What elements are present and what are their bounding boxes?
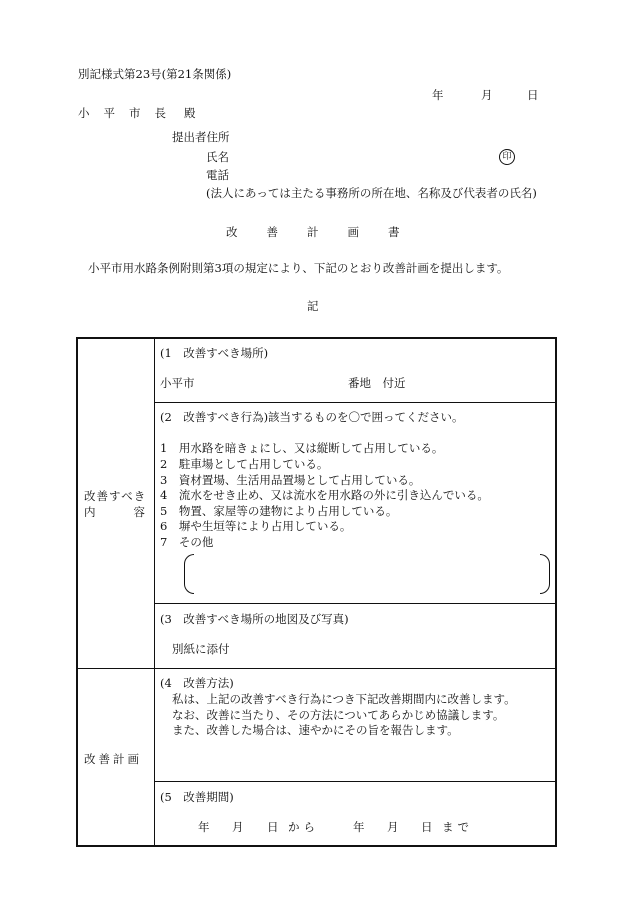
submitter-name-label: 氏名 — [206, 150, 229, 164]
other-bracket-left — [184, 554, 194, 594]
other-bracket-right — [540, 554, 550, 594]
period-from-month: 月 — [232, 820, 244, 834]
submitter-phone-label: 電話 — [206, 168, 229, 182]
seal-mark: 印 — [499, 149, 515, 165]
period-from-year: 年 — [198, 820, 210, 834]
row1-label-line2: 内容 — [84, 505, 183, 519]
act-item-2: 2 駐車場として占用している。 — [160, 457, 329, 471]
period-heading: (5 改善期間) — [160, 790, 234, 804]
act-heading: (2 改善すべき行為)該当するものを〇で囲ってください。 — [160, 410, 464, 424]
place-heading: (1 改善すべき場所) — [160, 346, 269, 360]
map-heading: (3 改善すべき場所の地図及び写真) — [160, 612, 349, 626]
period-to: まで — [442, 820, 473, 834]
submitter-corp-note: (法人にあっては主たる事務所の所在地、名称及び代表者の氏名) — [206, 186, 537, 200]
row-divider — [78, 668, 555, 669]
date-year: 年 — [432, 88, 444, 102]
date-day: 日 — [527, 88, 539, 102]
addressee-honorific: 殿 — [184, 106, 196, 120]
place-banchi: 番地 付近 — [348, 376, 406, 390]
date-month: 月 — [481, 88, 493, 102]
document-title: 改善計画書 — [226, 225, 429, 239]
act-item-3: 3 資材置場、生活用品置場として占用している。 — [160, 473, 421, 487]
method-heading: (4 改善方法) — [160, 676, 234, 690]
act-item-6: 6 塀や生垣等により占用している。 — [160, 519, 352, 533]
section-divider — [154, 781, 555, 782]
method-line-3: また、改善した場合は、速やかにその旨を報告します。 — [172, 723, 459, 737]
form-number: 別記様式第23号(第21条関係) — [78, 67, 232, 81]
method-line-1: 私は、上記の改善すべき行為につき下記改善期間内に改善します。 — [172, 692, 516, 706]
act-item-4: 4 流水をせき止め、又は流水を用水路の外に引き込んでいる。 — [160, 488, 489, 502]
act-item-1: 1 用水路を暗きょにし、又は縦断して占用している。 — [160, 441, 444, 455]
method-line-2: なお、改善に当たり、その方法についてあらかじめ協議します。 — [172, 708, 505, 722]
addressee: 小平市長 — [78, 106, 180, 120]
place-city: 小平市 — [160, 376, 195, 390]
act-item-7: 7 その他 — [160, 535, 214, 549]
period-to-month: 月 — [387, 820, 399, 834]
period-to-year: 年 — [353, 820, 365, 834]
form-table — [76, 337, 557, 847]
row2-label: 改善計画 — [84, 752, 142, 766]
section-divider — [154, 402, 555, 403]
row1-label-line1: 改善すべき — [84, 489, 147, 503]
period-from: から — [288, 820, 319, 834]
map-attachment: 別紙に添付 — [172, 642, 230, 656]
submitter-address-label: 提出者住所 — [172, 130, 230, 144]
label-column-divider — [154, 339, 155, 845]
section-divider — [154, 603, 555, 604]
period-from-day: 日 — [267, 820, 279, 834]
intro-text: 小平市用水路条例附則第3項の規定により、下記のとおり改善計画を提出します。 — [88, 261, 509, 275]
period-to-day: 日 — [421, 820, 433, 834]
ki-mark: 記 — [307, 299, 319, 313]
act-item-5: 5 物置、家屋等の建物により占用している。 — [160, 504, 398, 518]
